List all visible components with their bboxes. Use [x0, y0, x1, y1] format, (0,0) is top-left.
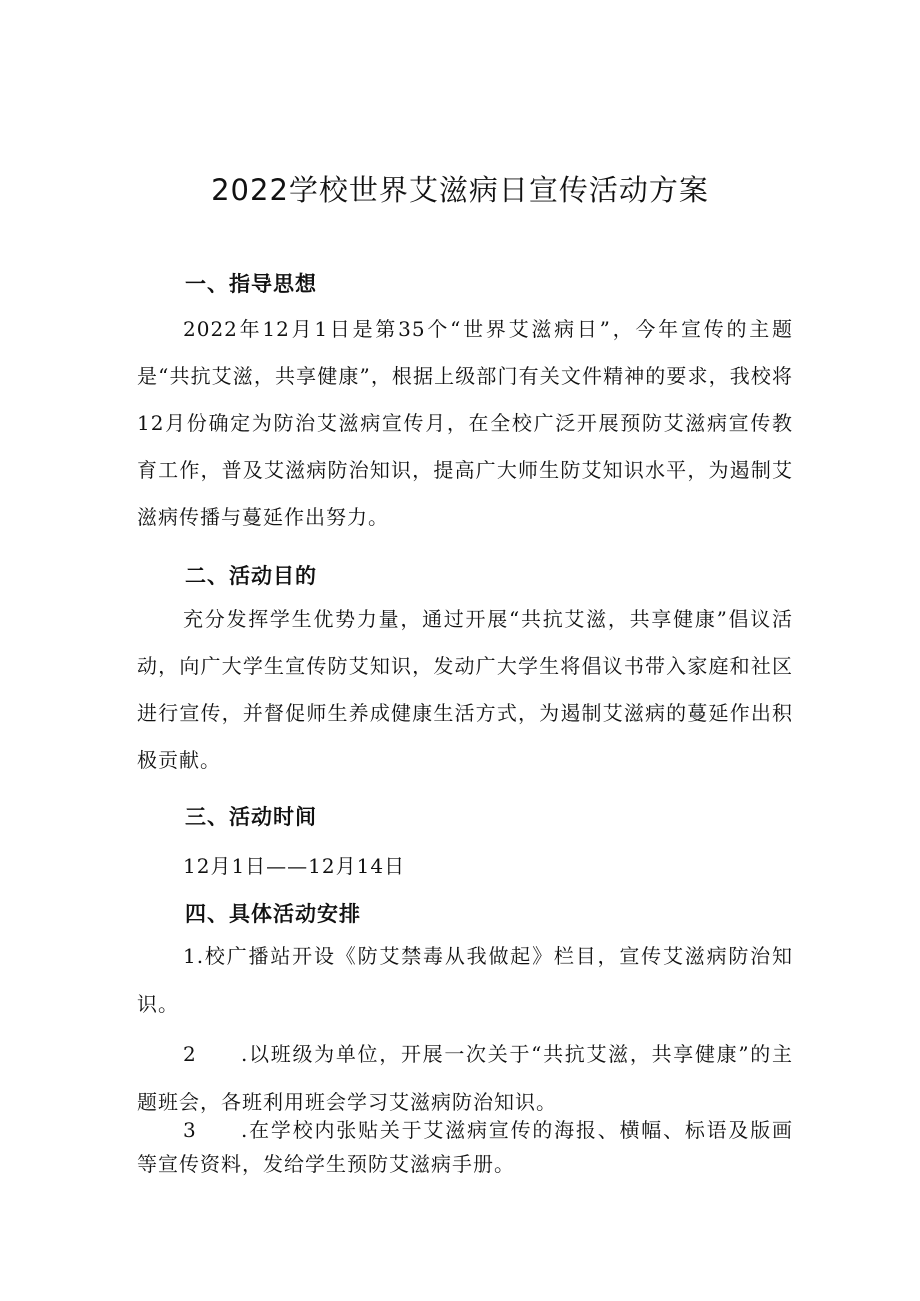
list-item-text: .在学校内张贴关于艾滋病宣传的海报、横幅、标语及版画等宣传资料，发给学生预防艾滋病手册。 — [137, 1118, 793, 1176]
list-item-number: 1 — [183, 944, 197, 968]
section-body-guiding-thought: 2022年12月1日是第35个“世界艾滋病日”，今年宣传的主题是“共抗艾滋，共享健康”，根据上级部门有关文件精神的要求，我校将12月份确定为防治艾滋病宣传月，在全校广泛开展预防艾滋病宣传教育工作，普及艾滋病防治知识，提高广大师生防艾知识水平，为遏制艾滋病传播与蔓延作出努力。 — [137, 317, 793, 529]
list-item — [137, 1030, 793, 1126]
list-item-text: .校广播站开设《防艾禁毒从我做起》栏目，宣传艾滋病防治知识。 — [137, 944, 793, 1016]
section-heading-time: 三、活动时间 — [185, 805, 317, 829]
section-heading-guiding-thought: 一、指导思想 — [185, 272, 317, 296]
document-title: 2022学校世界艾滋病日宣传活动方案 — [211, 173, 709, 207]
section-body-time: 12月1日——12月14日 — [183, 854, 406, 878]
list-item-number: 3 — [183, 1118, 197, 1142]
section-heading-purpose: 二、活动目的 — [185, 564, 317, 588]
list-item-number: 2 — [183, 1042, 197, 1066]
section-body-purpose: 充分发挥学生优势力量，通过开展“共抗艾滋，共享健康”倡议活动，向广大学生宣传防艾知识，发动广大学生将倡议书带入家庭和社区进行宣传，并督促师生养成健康生活方式，为遏制艾滋病的蔓延作出积极贡献。 — [137, 607, 793, 772]
list-item — [137, 932, 793, 1028]
list-item-text: .以班级为单位，开展一次关于“共抗艾滋，共享健康”的主题班会，各班利用班会学习艾滋病防治知识。 — [137, 1042, 793, 1114]
section-heading-arrangement: 四、具体活动安排 — [185, 902, 361, 926]
list-item — [137, 1113, 793, 1181]
